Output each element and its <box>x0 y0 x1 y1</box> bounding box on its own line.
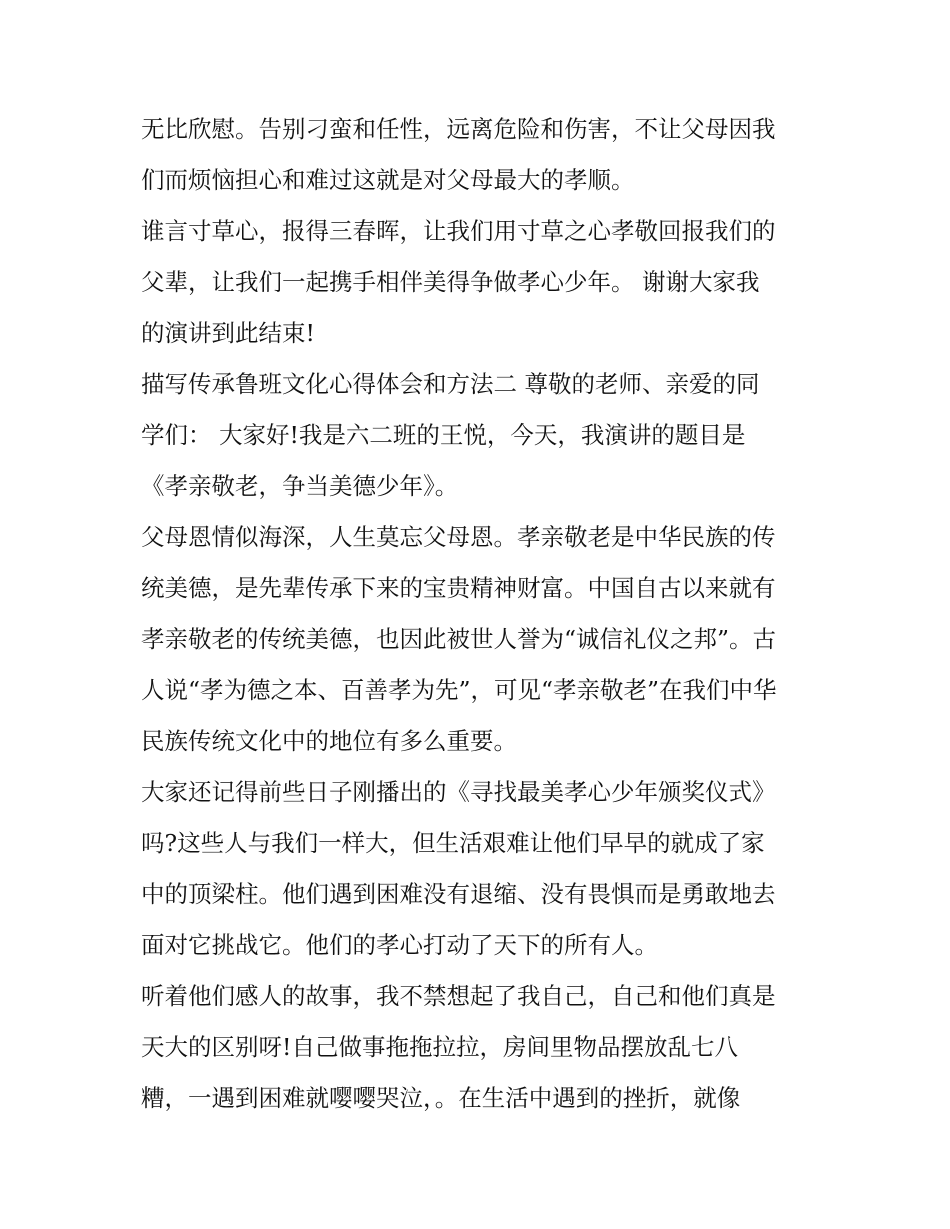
text-line-10: 统美德，是先辈传承下来的宝贵精神财富。中国自古以来就有 <box>141 574 776 602</box>
text-line-6: 描写传承鲁班文化心得体会和方法二 尊敬的老师、亲爱的同 <box>141 370 760 398</box>
text-line-14: 大家还记得前些日子刚播出的《寻找最美孝心少年颁奖仪式》 <box>141 778 776 806</box>
text-line-11: 孝亲敬老的传统美德，也因此被世人誉为“诚信礼仪之邦”。古 <box>141 625 777 653</box>
text-line-4: 父辈，让我们一起携手相伴美得争做孝心少年。 谢谢大家我 <box>141 268 760 296</box>
text-line-7: 学们： 大家好!我是六二班的王悦，今天，我演讲的题目是 <box>141 421 746 449</box>
text-line-19: 天大的区别呀!自己做事拖拖拉拉，房间里物品摆放乱七八 <box>141 1033 738 1061</box>
text-line-17: 面对它挑战它。他们的孝心打动了天下的所有人。 <box>141 931 658 959</box>
text-line-13: 民族传统文化中的地位有多么重要。 <box>141 727 517 755</box>
text-line-12: 人说“孝为德之本、百善孝为先”，可见“孝亲敬老”在我们中华 <box>141 676 777 704</box>
text-line-20: 糟，一遇到困难就嘤嘤哭泣，。在生活中遇到的挫折，就像 <box>141 1084 741 1112</box>
text-line-8: 《孝亲敬老，争当美德少年》。 <box>141 472 459 500</box>
document-body <box>141 104 821 1124</box>
text-line-16: 中的顶梁柱。他们遇到困难没有退缩、没有畏惧而是勇敢地去 <box>141 880 776 908</box>
text-line-9: 父母恩情似海深，人生莫忘父母恩。孝亲敬老是中华民族的传 <box>141 523 776 551</box>
text-line-5: 的演讲到此结束! <box>141 319 315 347</box>
text-line-1: 无比欣慰。告别刁蛮和任性，远离危险和伤害，不让父母因我 <box>141 115 776 143</box>
text-line-2: 们而烦恼担心和难过这就是对父母最大的孝顺。 <box>141 166 635 194</box>
text-line-3: 谁言寸草心，报得三春晖，让我们用寸草之心孝敬回报我们的 <box>141 217 776 245</box>
text-line-15: 吗?这些人与我们一样大，但生活艰难让他们早早的就成了家 <box>141 829 765 857</box>
text-line-18: 听着他们感人的故事，我不禁想起了我自己，自己和他们真是 <box>141 982 776 1010</box>
